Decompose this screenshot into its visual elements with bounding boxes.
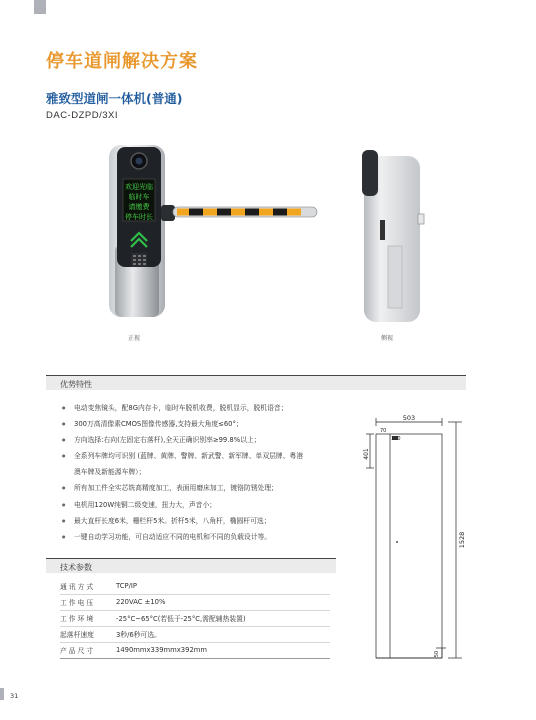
spec-value: -25°C~65°C(若低于-25°C,需配辅热装置) [116, 610, 330, 626]
list-item: ● 最大直杆长度6米，栅栏杆5米。折杆5米，八角杆，椭圆杆可选； [62, 513, 347, 529]
screen-line-2: 临时车 [128, 193, 150, 201]
list-item: ● 全系列车牌均可识别 (蓝牌、黄牌、警牌、新武警、新军牌、单双层牌、粤港 [62, 448, 347, 464]
front-view-caption: 正视 [128, 335, 141, 342]
table-row [60, 642, 330, 658]
table-row [60, 594, 330, 610]
spec-key: 通讯方式 [60, 578, 116, 594]
dim-upper-label: 401 [363, 448, 370, 460]
spec-key: 工作电压 [60, 594, 116, 610]
product-subtitle: 雅致型道闸一体机(普通) [46, 91, 183, 106]
spec-key: 产品尺寸 [60, 642, 116, 658]
table-row [60, 610, 330, 626]
list-item: ● 电动变焦镜头，配8G内存卡，临时车脱机收费，脱机显示，脱机语音； [62, 400, 347, 416]
page-title: 停车道闸解决方案 [46, 51, 198, 72]
feature-list [62, 400, 347, 545]
list-item: ● 所有加工件全实芯铣高精度加工，表面用磨床加工，镀铬防锈处理； [62, 480, 347, 496]
list-item: ● 一键自动学习功能，可自动适应不同的电机和不同的负载设计等。 [62, 529, 347, 545]
features-heading: 优势特性 [46, 375, 466, 390]
dim-base-label: 50 [434, 650, 440, 658]
front-view-image [105, 145, 325, 320]
list-item-continuation: 澳车牌及新能源车牌）； [74, 468, 146, 477]
spec-value: 220VAC ±10% [116, 594, 330, 610]
screen-line-1: 欢迎光临 [125, 183, 153, 191]
list-item: ● 电机用120W纯铜二级变速，扭力大，声音小； [62, 497, 347, 513]
page-marker [0, 688, 4, 700]
spec-value: TCP/IP [116, 578, 330, 594]
screen-line-3: 请缴费 [128, 203, 150, 211]
corner-tab [34, 0, 46, 14]
spec-key: 工作环境 [60, 610, 116, 626]
list-item: ● 300万高清像素CMOS图像传感器,支持最大角度≤60°； [62, 416, 347, 432]
dim-top1-label: 70 [380, 428, 387, 434]
spec-value: 3秒/6秒可选。 [116, 626, 330, 642]
dim-width-label: 503 [402, 414, 416, 422]
list-item: ● 方向选择:右向(左固定右落杆),全天正确识别率≥99.8%以上； [62, 432, 347, 448]
dim-height-label: 1528 [458, 531, 466, 549]
side-view-image [352, 150, 432, 322]
specs-heading: 技术参数 [46, 558, 336, 573]
spec-key: 起落杆速度 [60, 626, 116, 642]
dim-top2-label: 120 [391, 436, 401, 442]
table-row [60, 626, 330, 642]
spec-value: 1490mmx339mmx392mm [116, 642, 330, 658]
model-code: DAC-DZPD/3XI [46, 110, 118, 121]
spec-table [60, 578, 330, 659]
dimension-drawing [363, 410, 476, 665]
screen-line-4: 停车时长 [125, 213, 153, 221]
table-row [60, 578, 330, 594]
side-view-caption: 侧视 [381, 335, 394, 342]
page-number: 31 [10, 692, 19, 700]
